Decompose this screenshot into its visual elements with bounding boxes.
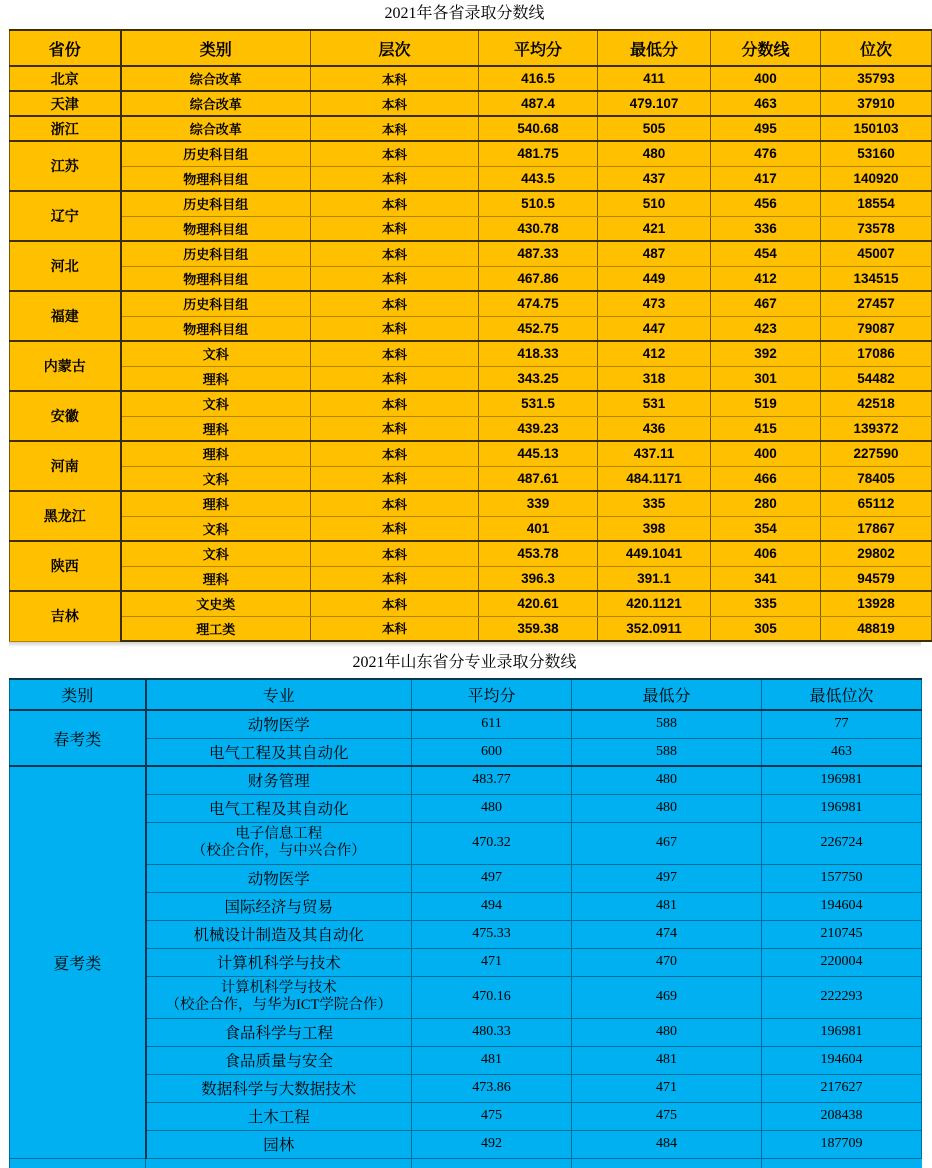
table-row [10, 1018, 922, 1046]
category-cell: 综合改革 [121, 91, 311, 116]
avg-score-cell: 343.25 [479, 366, 598, 391]
avg-score-cell: 467.86 [479, 266, 598, 291]
table-row [10, 591, 932, 616]
province-cell: 河北 [10, 241, 121, 291]
avg-score-cell: 416.5 [479, 66, 598, 91]
level-cell: 本科 [311, 316, 479, 341]
avg-score-cell: 445.13 [479, 441, 598, 466]
min-score-cell: 484.1171 [598, 466, 711, 491]
score-line-cell: 412 [711, 266, 821, 291]
level-cell: 本科 [311, 491, 479, 516]
avg-score-cell: 339 [479, 491, 598, 516]
table-row [10, 766, 922, 794]
category-cell: 理科 [121, 491, 311, 516]
category-cell: 理科 [121, 416, 311, 441]
table-row-clipped [10, 1158, 922, 1168]
rank-cell: 227590 [821, 441, 932, 466]
min-rank-cell: 217627 [762, 1074, 922, 1102]
category-cell: 理科 [121, 566, 311, 591]
min-score-cell: 398 [598, 516, 711, 541]
table1-title: 2021年各省录取分数线 [384, 5, 545, 22]
avg-score-cell: 487.61 [479, 466, 598, 491]
score-line-cell: 354 [711, 516, 821, 541]
score-line-cell: 423 [711, 316, 821, 341]
category-cell: 历史科目组 [121, 291, 311, 316]
avg-score-cell: 418.33 [479, 341, 598, 366]
province-cell: 北京 [10, 66, 121, 91]
rank-cell: 48819 [821, 616, 932, 641]
table2-col-category: 类别 [10, 679, 146, 710]
table-row [10, 1102, 922, 1130]
avg-score-cell: 475.33 [412, 920, 572, 948]
major-cell: 动物医学 [146, 864, 412, 892]
score-line-cell: 336 [711, 216, 821, 241]
table-row [10, 794, 922, 822]
major-cell: 土木工程 [146, 1102, 412, 1130]
avg-score-cell: 497 [412, 864, 572, 892]
avg-score-cell: 481.75 [479, 141, 598, 166]
avg-score-cell: 600 [412, 738, 572, 766]
min-rank-cell: 196981 [762, 1018, 922, 1046]
avg-score-cell: 531.5 [479, 391, 598, 416]
major-cell: 食品质量与安全 [146, 1046, 412, 1074]
category-cell: 文科 [121, 391, 311, 416]
score-line-cell: 467 [711, 291, 821, 316]
table-row [10, 116, 932, 141]
min-score-cell: 510 [598, 191, 711, 216]
table-row [10, 216, 932, 241]
level-cell: 本科 [311, 141, 479, 166]
province-cell: 陕西 [10, 541, 121, 591]
clipped-cell [10, 1158, 146, 1168]
min-rank-cell: 220004 [762, 948, 922, 976]
avg-score-cell: 483.77 [412, 766, 572, 794]
table2-body [10, 710, 922, 1168]
table-row [10, 1074, 922, 1102]
min-rank-cell: 196981 [762, 794, 922, 822]
avg-score-cell: 470.32 [412, 822, 572, 864]
rank-cell: 45007 [821, 241, 932, 266]
avg-score-cell: 487.33 [479, 241, 598, 266]
min-rank-cell: 463 [762, 738, 922, 766]
min-score-cell: 449 [598, 266, 711, 291]
table-row [10, 710, 922, 738]
table1-col-rank: 位次 [821, 30, 932, 66]
avg-score-cell: 401 [479, 516, 598, 541]
rank-cell: 150103 [821, 116, 932, 141]
avg-score-cell: 492 [412, 1130, 572, 1158]
min-score-cell: 487 [598, 241, 711, 266]
category-cell: 综合改革 [121, 66, 311, 91]
table-row [10, 920, 922, 948]
major-cell: 机械设计制造及其自动化 [146, 920, 412, 948]
avg-score-cell: 474.75 [479, 291, 598, 316]
min-score-cell: 420.1121 [598, 591, 711, 616]
table-row [10, 541, 932, 566]
table-row [10, 976, 922, 1018]
category-cell: 理科 [121, 441, 311, 466]
table1-header-row [10, 30, 932, 66]
min-score-cell: 411 [598, 66, 711, 91]
avg-score-cell: 494 [412, 892, 572, 920]
table-row [10, 864, 922, 892]
category-cell: 文科 [121, 516, 311, 541]
rank-cell: 134515 [821, 266, 932, 291]
province-cell: 黑龙江 [10, 491, 121, 541]
min-score-cell: 412 [598, 341, 711, 366]
province-cell: 内蒙古 [10, 341, 121, 391]
min-score-cell: 474 [572, 920, 762, 948]
min-score-cell: 497 [572, 864, 762, 892]
table-row [10, 316, 932, 341]
min-score-cell: 391.1 [598, 566, 711, 591]
provincial-score-table [9, 29, 932, 642]
table-row [10, 466, 932, 491]
table1-col-category: 类别 [121, 30, 311, 66]
major-cell: 电子信息工程 （校企合作，与中兴合作） [146, 822, 412, 864]
rank-cell: 65112 [821, 491, 932, 516]
min-score-cell: 318 [598, 366, 711, 391]
category-cell: 文科 [121, 341, 311, 366]
rank-cell: 42518 [821, 391, 932, 416]
level-cell: 本科 [311, 66, 479, 91]
level-cell: 本科 [311, 391, 479, 416]
level-cell: 本科 [311, 166, 479, 191]
table-row [10, 441, 932, 466]
score-line-cell: 454 [711, 241, 821, 266]
table-row [10, 491, 932, 516]
avg-score-cell: 473.86 [412, 1074, 572, 1102]
table1-col-avg: 平均分 [479, 30, 598, 66]
level-cell: 本科 [311, 416, 479, 441]
table-row [10, 566, 932, 591]
score-line-cell: 341 [711, 566, 821, 591]
avg-score-cell: 611 [412, 710, 572, 738]
avg-score-cell: 540.68 [479, 116, 598, 141]
avg-score-cell: 481 [412, 1046, 572, 1074]
level-cell: 本科 [311, 541, 479, 566]
rank-cell: 17086 [821, 341, 932, 366]
score-line-cell: 415 [711, 416, 821, 441]
major-cell: 电气工程及其自动化 [146, 794, 412, 822]
clipped-cell [412, 1158, 572, 1168]
level-cell: 本科 [311, 341, 479, 366]
min-score-cell: 505 [598, 116, 711, 141]
min-score-cell: 481 [572, 892, 762, 920]
province-cell: 天津 [10, 91, 121, 116]
min-rank-cell: 222293 [762, 976, 922, 1018]
province-cell: 浙江 [10, 116, 121, 141]
category-cell: 物理科目组 [121, 166, 311, 191]
rank-cell: 73578 [821, 216, 932, 241]
major-cell: 食品科学与工程 [146, 1018, 412, 1046]
score-line-cell: 463 [711, 91, 821, 116]
min-rank-cell: 157750 [762, 864, 922, 892]
avg-score-cell: 453.78 [479, 541, 598, 566]
min-score-cell: 436 [598, 416, 711, 441]
score-line-cell: 456 [711, 191, 821, 216]
min-score-cell: 437 [598, 166, 711, 191]
level-cell: 本科 [311, 116, 479, 141]
exam-category-cell: 夏考类 [10, 766, 146, 1158]
category-cell: 历史科目组 [121, 241, 311, 266]
min-score-cell: 352.0911 [598, 616, 711, 641]
min-score-cell: 473 [598, 291, 711, 316]
avg-score-cell: 487.4 [479, 91, 598, 116]
major-cell: 计算机科学与技术 （校企合作，与华为ICT学院合作） [146, 976, 412, 1018]
shandong-major-score-table [9, 678, 922, 1168]
avg-score-cell: 439.23 [479, 416, 598, 441]
avg-score-cell: 443.5 [479, 166, 598, 191]
rank-cell: 29802 [821, 541, 932, 566]
category-cell: 文科 [121, 541, 311, 566]
clipped-cell [146, 1158, 412, 1168]
table-row [10, 822, 922, 864]
score-line-cell: 519 [711, 391, 821, 416]
category-cell: 历史科目组 [121, 191, 311, 216]
rank-cell: 35793 [821, 66, 932, 91]
table-row [10, 366, 932, 391]
level-cell: 本科 [311, 591, 479, 616]
table2-title: 2021年山东省分专业录取分数线 [352, 654, 577, 671]
min-score-cell: 484 [572, 1130, 762, 1158]
category-cell: 文科 [121, 466, 311, 491]
min-score-cell: 475 [572, 1102, 762, 1130]
table-row [10, 948, 922, 976]
level-cell: 本科 [311, 566, 479, 591]
table-row [10, 1046, 922, 1074]
category-cell: 历史科目组 [121, 141, 311, 166]
table-row [10, 516, 932, 541]
category-cell: 物理科目组 [121, 266, 311, 291]
major-cell: 财务管理 [146, 766, 412, 794]
table2-col-major: 专业 [146, 679, 412, 710]
table2-col-avg: 平均分 [412, 679, 572, 710]
level-cell: 本科 [311, 241, 479, 266]
table-row [10, 341, 932, 366]
min-score-cell: 421 [598, 216, 711, 241]
min-score-cell: 481 [572, 1046, 762, 1074]
avg-score-cell: 480 [412, 794, 572, 822]
province-cell: 福建 [10, 291, 121, 341]
level-cell: 本科 [311, 616, 479, 641]
min-score-cell: 447 [598, 316, 711, 341]
level-cell: 本科 [311, 441, 479, 466]
category-cell: 物理科目组 [121, 316, 311, 341]
table-row [10, 616, 932, 641]
level-cell: 本科 [311, 466, 479, 491]
major-cell: 国际经济与贸易 [146, 892, 412, 920]
avg-score-cell: 480.33 [412, 1018, 572, 1046]
table-row [10, 191, 932, 216]
level-cell: 本科 [311, 91, 479, 116]
level-cell: 本科 [311, 266, 479, 291]
table-row [10, 91, 932, 116]
province-cell: 辽宁 [10, 191, 121, 241]
min-score-cell: 479.107 [598, 91, 711, 116]
exam-category-cell: 春考类 [10, 710, 146, 766]
score-line-cell: 280 [711, 491, 821, 516]
table-row [10, 166, 932, 191]
min-score-cell: 480 [572, 766, 762, 794]
min-rank-cell: 194604 [762, 892, 922, 920]
table-row [10, 266, 932, 291]
min-rank-cell: 196981 [762, 766, 922, 794]
score-line-cell: 400 [711, 66, 821, 91]
min-score-cell: 588 [572, 710, 762, 738]
avg-score-cell: 510.5 [479, 191, 598, 216]
table1-col-province: 省份 [10, 30, 121, 66]
min-rank-cell: 210745 [762, 920, 922, 948]
major-cell: 数据科学与大数据技术 [146, 1074, 412, 1102]
min-score-cell: 480 [598, 141, 711, 166]
score-line-cell: 466 [711, 466, 821, 491]
major-cell: 园林 [146, 1130, 412, 1158]
min-score-cell: 480 [572, 794, 762, 822]
table-row [10, 66, 932, 91]
avg-score-cell: 420.61 [479, 591, 598, 616]
major-cell: 动物医学 [146, 710, 412, 738]
table-row [10, 416, 932, 441]
score-line-cell: 400 [711, 441, 821, 466]
min-rank-cell: 77 [762, 710, 922, 738]
score-line-cell: 392 [711, 341, 821, 366]
min-rank-cell: 194604 [762, 1046, 922, 1074]
level-cell: 本科 [311, 191, 479, 216]
level-cell: 本科 [311, 366, 479, 391]
province-cell: 吉林 [10, 591, 121, 641]
major-cell: 电气工程及其自动化 [146, 738, 412, 766]
rank-cell: 54482 [821, 366, 932, 391]
table1-col-line: 分数线 [711, 30, 821, 66]
min-rank-cell: 187709 [762, 1130, 922, 1158]
category-cell: 文史类 [121, 591, 311, 616]
category-cell: 综合改革 [121, 116, 311, 141]
min-score-cell: 467 [572, 822, 762, 864]
table1-col-min: 最低分 [598, 30, 711, 66]
table2-col-rank: 最低位次 [762, 679, 922, 710]
rank-cell: 17867 [821, 516, 932, 541]
rank-cell: 79087 [821, 316, 932, 341]
clipped-cell [572, 1158, 762, 1168]
level-cell: 本科 [311, 216, 479, 241]
rank-cell: 27457 [821, 291, 932, 316]
table2-col-min: 最低分 [572, 679, 762, 710]
table2-header-row [10, 679, 922, 710]
table-row [10, 141, 932, 166]
avg-score-cell: 470.16 [412, 976, 572, 1018]
table-row [10, 391, 932, 416]
score-line-cell: 476 [711, 141, 821, 166]
rank-cell: 13928 [821, 591, 932, 616]
avg-score-cell: 475 [412, 1102, 572, 1130]
table-row [10, 291, 932, 316]
min-rank-cell: 208438 [762, 1102, 922, 1130]
table-row [10, 241, 932, 266]
rank-cell: 78405 [821, 466, 932, 491]
avg-score-cell: 396.3 [479, 566, 598, 591]
rank-cell: 18554 [821, 191, 932, 216]
min-score-cell: 335 [598, 491, 711, 516]
table1-body [10, 66, 932, 641]
province-cell: 江苏 [10, 141, 121, 191]
score-line-cell: 417 [711, 166, 821, 191]
table-row [10, 892, 922, 920]
score-line-cell: 495 [711, 116, 821, 141]
rank-cell: 139372 [821, 416, 932, 441]
min-rank-cell: 226724 [762, 822, 922, 864]
avg-score-cell: 359.38 [479, 616, 598, 641]
province-cell: 安徽 [10, 391, 121, 441]
level-cell: 本科 [311, 291, 479, 316]
province-cell: 河南 [10, 441, 121, 491]
rank-cell: 140920 [821, 166, 932, 191]
min-score-cell: 531 [598, 391, 711, 416]
rank-cell: 53160 [821, 141, 932, 166]
min-score-cell: 480 [572, 1018, 762, 1046]
avg-score-cell: 430.78 [479, 216, 598, 241]
rank-cell: 37910 [821, 91, 932, 116]
major-cell: 计算机科学与技术 [146, 948, 412, 976]
min-score-cell: 437.11 [598, 441, 711, 466]
min-score-cell: 471 [572, 1074, 762, 1102]
score-line-cell: 406 [711, 541, 821, 566]
table-row [10, 1130, 922, 1158]
table1-col-level: 层次 [311, 30, 479, 66]
min-score-cell: 469 [572, 976, 762, 1018]
level-cell: 本科 [311, 516, 479, 541]
score-line-cell: 335 [711, 591, 821, 616]
category-cell: 物理科目组 [121, 216, 311, 241]
avg-score-cell: 471 [412, 948, 572, 976]
rank-cell: 94579 [821, 566, 932, 591]
category-cell: 理科 [121, 366, 311, 391]
min-score-cell: 449.1041 [598, 541, 711, 566]
score-line-cell: 305 [711, 616, 821, 641]
table-row [10, 738, 922, 766]
avg-score-cell: 452.75 [479, 316, 598, 341]
score-line-cell: 301 [711, 366, 821, 391]
category-cell: 理工类 [121, 616, 311, 641]
min-score-cell: 588 [572, 738, 762, 766]
min-score-cell: 470 [572, 948, 762, 976]
